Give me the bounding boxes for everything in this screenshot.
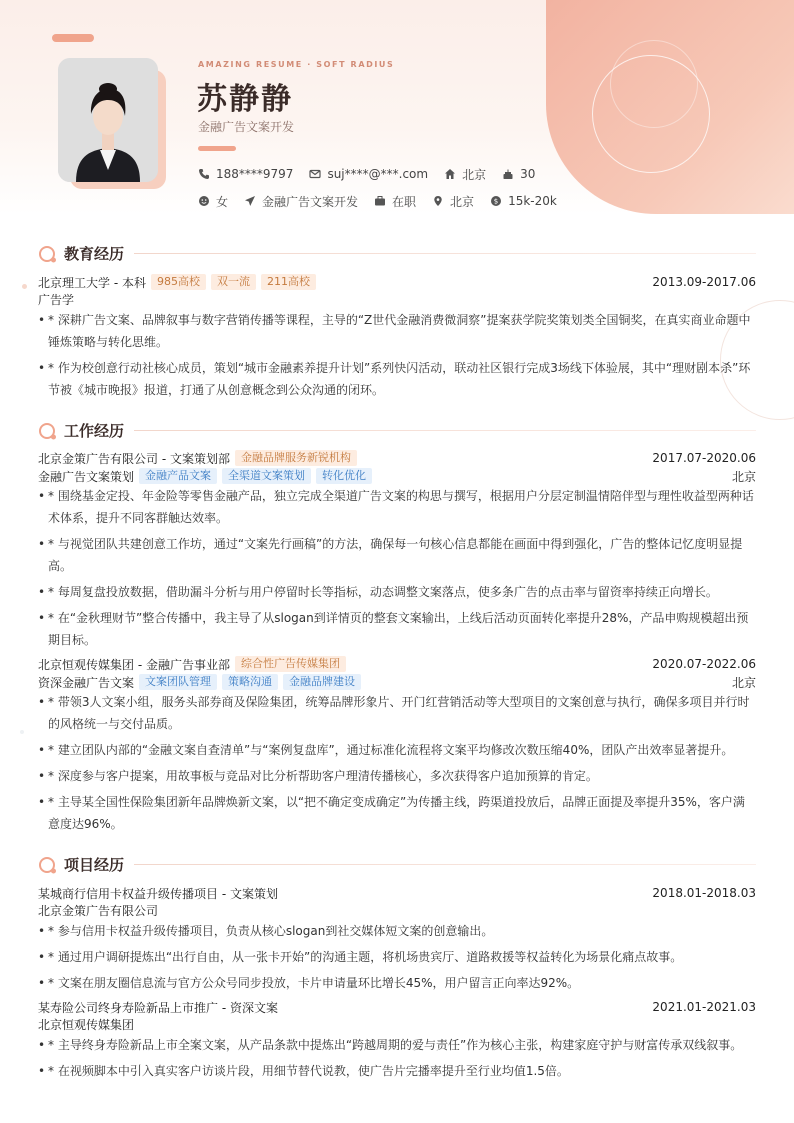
job-header: [38, 449, 756, 467]
decorative-ring: [610, 40, 698, 128]
job-period: 2020.07-2022.06: [652, 657, 756, 671]
list-item: • * 在视频脚本中引入真实客户访谈片段，用细节替代说教，使广告片完播率提升至行业均值1.5倍。: [38, 1060, 756, 1082]
project-company: 北京恒观传媒集团: [38, 1018, 135, 1032]
skill-tag: 金融产品文案: [139, 468, 217, 484]
avatar-photo: [58, 58, 158, 182]
section-title: 工作经历: [64, 422, 125, 440]
education-period: 2013.09-2017.06: [652, 275, 756, 289]
list-item: • * 作为校创意行动社核心成员，策划“城市金融素养提升计划”系列快闪活动，联动社区银行完成3场线下体验展，其中“理财剧本杀”环节被《城市晚报》报道，打通了从创意概念到公众沟通的闭环。: [38, 357, 756, 401]
company-name: 北京金策广告有限公司 - 文案策划部: [38, 451, 230, 466]
list-item: • * 围绕基金定投、年金险等零售金融产品，独立完成全渠道广告文案的构思与撰写，根据用户分层定制温情陪伴型与理性收益型两种话术体系，提升不同客群触达效率。: [38, 485, 756, 529]
search-icon: [38, 421, 58, 441]
mail-icon: [309, 168, 321, 180]
list-item: • * 深度参与客户提案，用故事板与竞品对比分析帮助客户理清传播核心，多次获得客户追加预算的肯定。: [38, 765, 756, 787]
section-divider: [134, 253, 756, 254]
status-value: 在职: [392, 194, 417, 209]
salary-item: [490, 194, 557, 208]
target-job-value: 金融广告文案开发: [262, 194, 359, 209]
list-item: • * 参与信用卡权益升级传播项目，负责从核心slogan到社交媒体短文案的创意输出。: [38, 920, 756, 942]
section-work: [38, 420, 756, 441]
school-tag: 双一流: [211, 274, 256, 290]
decorative-dot: [20, 730, 24, 734]
section-projects: [38, 854, 756, 875]
list-item: • * 在“金秋理财节”整合传播中，我主导了从slogan到详情页的整套文案输出，上线后活动页面转化率提升28%，产品申购规模超出预期目标。: [38, 607, 756, 651]
list-item: • * 通过用户调研提炼出“出行自由，从一张卡开始”的沟通主题，将机场贵宾厅、道路救援等权益转化为场景化痛点故事。: [38, 946, 756, 968]
job-role-row: [38, 673, 756, 691]
project-name: 某城商行信用卡权益升级传播项目 - 文案策划: [38, 886, 278, 901]
target-job-item: [244, 193, 358, 210]
school-tag: 985高校: [151, 274, 206, 290]
city-item: [432, 193, 474, 210]
hometown-value: 北京: [462, 167, 487, 182]
job-role-row: [38, 467, 756, 485]
list-item: • * 主导某全国性保险集团新年品牌焕新文案，以“把不确定变成确定”为传播主线，跨渠道投放后，品牌正面提及率提升35%，客户满意度达96%。: [38, 791, 756, 835]
education-header: [38, 273, 756, 291]
job-header: [38, 655, 756, 673]
phone-value: 188****9797: [216, 167, 294, 181]
svg-text:$: $: [493, 197, 499, 206]
job-city: 北京: [731, 469, 756, 484]
list-item: • * 建立团队内部的“金融文案自查清单”与“案例复盘库”，通过标准化流程将文案平均修改次数压缩40%，团队产出效率显著提升。: [38, 739, 756, 761]
list-item: • * 带领3人文案小组，服务头部券商及保险集团，统筹品牌形象片、开门红营销活动等大型项目的文案创意与执行，确保多项目并行时的风格统一与交付品质。: [38, 691, 756, 735]
project-period: 2018.01-2018.03: [652, 886, 756, 900]
list-item: • * 每周复盘投放数据，借助漏斗分析与用户停留时长等指标，动态调整文案落点，使多条广告的点击率与留资率持续正向增长。: [38, 581, 756, 603]
search-icon: [38, 855, 58, 875]
school-name: 北京理工大学 - 本科: [38, 275, 146, 290]
skill-tag: 策略沟通: [222, 674, 278, 690]
home-icon: [444, 168, 456, 180]
section-divider: [134, 864, 756, 865]
resume-tagline: AMAZING RESUME · SOFT RADIUS: [198, 60, 395, 69]
skill-tag: 金融品牌建设: [283, 674, 361, 690]
list-item: • * 深耕广告文案、品牌叙事与数字营销传播等课程，主导的“Z世代金融消费微洞察”提案获学院奖策划类全国铜奖，在真实商业命题中锤炼策略与转化思维。: [38, 309, 756, 353]
school-tag: 211高校: [261, 274, 316, 290]
major: 广告学: [38, 293, 75, 307]
project-header: [38, 998, 756, 1016]
contact-row: [198, 166, 551, 182]
candidate-title: 金融广告文案开发: [198, 120, 295, 134]
email-value: suj****@***.com: [327, 167, 429, 181]
project-company: 北京金策广告有限公司: [38, 904, 159, 918]
age-value: 30: [520, 167, 536, 181]
salary-value: 15k-20k: [508, 194, 557, 208]
city-value: 北京: [450, 194, 475, 209]
job-role: 资深金融广告文案: [38, 675, 135, 690]
skill-tag: 全渠道文案策划: [222, 468, 311, 484]
section-title: 项目经历: [64, 856, 125, 874]
list-item: • * 文案在朋友圈信息流与官方公众号同步投放，卡片申请量环比增长45%，用户留言正向率达92%。: [38, 972, 756, 994]
home-item: [444, 166, 486, 183]
profile-row: [198, 193, 573, 209]
skill-tag: 文案团队管理: [139, 674, 217, 690]
gender-item: [198, 193, 228, 210]
send-icon: [244, 195, 256, 207]
job-period: 2017.07-2020.06: [652, 451, 756, 465]
company-tag: 金融品牌服务新锐机构: [235, 450, 357, 466]
job-role: 金融广告文案策划: [38, 469, 135, 484]
section-divider: [134, 430, 756, 431]
portrait-icon: [58, 58, 158, 182]
skill-tag: 转化优化: [316, 468, 372, 484]
accent-bar: [198, 146, 236, 151]
list-item: • * 与视觉团队共建创意工作坊，通过“文案先行画稿”的方法，确保每一句核心信息都能在画面中得到强化，广告的整体记忆度明显提高。: [38, 533, 756, 577]
section-title: 教育经历: [64, 245, 125, 263]
search-icon: [38, 244, 58, 264]
salary-icon: [490, 195, 502, 207]
phone-item: [198, 167, 293, 181]
email-item: [309, 167, 428, 181]
project-name: 某寿险公司终身寿险新品上市推广 - 资深文案: [38, 1000, 278, 1015]
company-name: 北京恒观传媒集团 - 金融广告事业部: [38, 657, 230, 672]
briefcase-icon: [374, 195, 386, 207]
gender-value: 女: [216, 194, 229, 209]
cake-icon: [502, 168, 514, 180]
list-item: • * 主导终身寿险新品上市全案文案，从产品条款中提炼出“跨越周期的爱与责任”作为核心主张，构建家庭守护与财富传承双线叙事。: [38, 1034, 756, 1056]
project-period: 2021.01-2021.03: [652, 1000, 756, 1014]
section-education: [38, 243, 756, 264]
phone-icon: [198, 168, 210, 180]
company-tag: 综合性广告传媒集团: [235, 656, 346, 672]
gender-icon: [198, 195, 210, 207]
job-city: 北京: [731, 675, 756, 690]
accent-pill: [52, 34, 94, 42]
age-item: [502, 167, 535, 181]
project-header: [38, 884, 756, 902]
location-pin-icon: [432, 195, 444, 207]
candidate-name: 苏静静: [197, 82, 293, 117]
decorative-dot: [22, 284, 27, 289]
status-item: [374, 193, 416, 210]
